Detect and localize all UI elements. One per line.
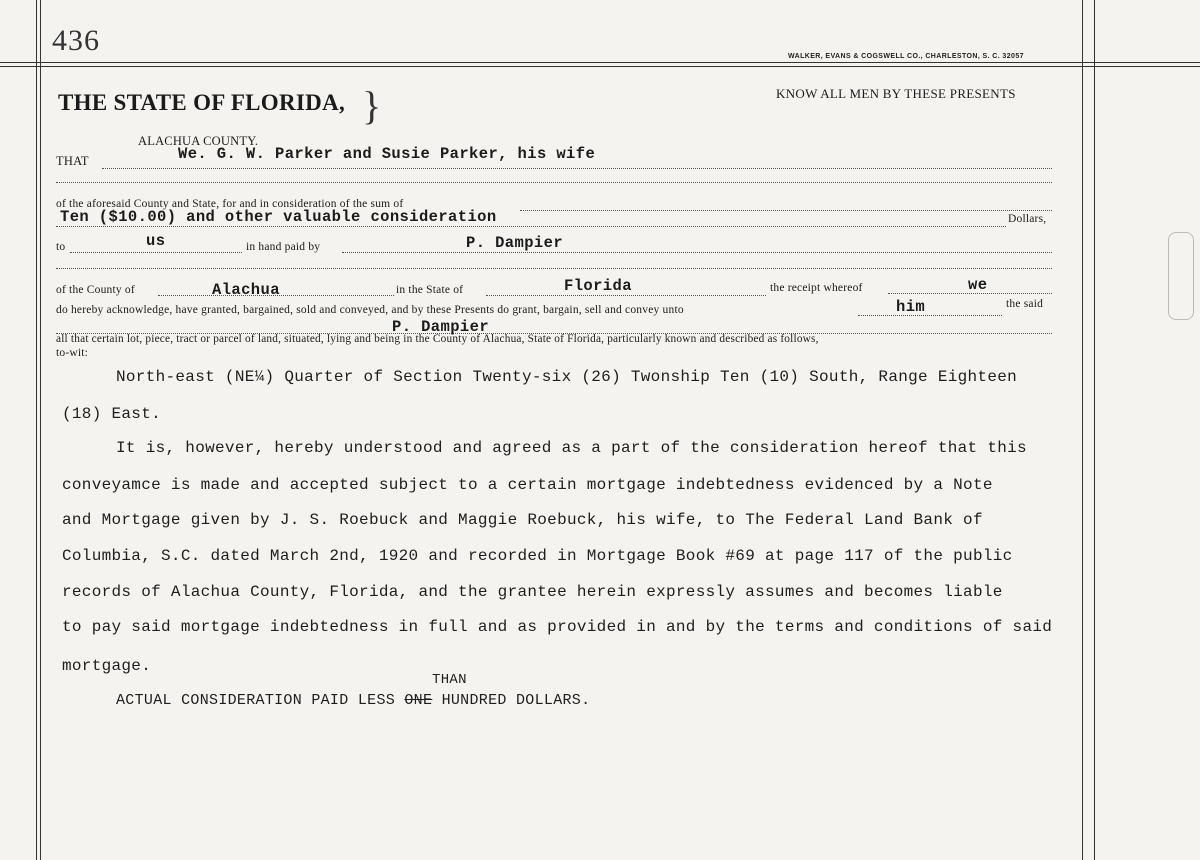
state-title: THE STATE OF FLORIDA, bbox=[58, 90, 346, 115]
description-line-5: and Mortgage given by J. S. Roebuck and Maggie Roebuck, his wife, to The Federal Land Bank of bbox=[62, 511, 983, 529]
consideration-insert: THAN bbox=[432, 672, 467, 688]
top-rule-2 bbox=[0, 66, 1200, 67]
to-value: us bbox=[146, 232, 166, 250]
description-line-6: Columbia, S.C. dated March 2nd, 1920 and recorded in Mortgage Book #69 at page 117 of the public bbox=[62, 547, 1013, 565]
to-line bbox=[70, 252, 242, 253]
description-line-2: (18) East. bbox=[62, 405, 162, 423]
description-line-3: It is, however, hereby understood and agreed as a part of the consideration hereof that this bbox=[116, 439, 1027, 457]
receipt-label: the receipt whereof bbox=[770, 282, 863, 294]
to-label: to bbox=[56, 241, 66, 253]
page-number: 436 bbox=[52, 24, 100, 57]
paid-by-label: in hand paid by bbox=[246, 241, 321, 253]
consideration-line bbox=[520, 210, 1052, 211]
to-wit-label: to-wit: bbox=[56, 347, 89, 359]
description-line-8: to pay said mortgage indebtedness in full and as provided in and by the terms and conditions of said bbox=[62, 618, 1053, 636]
left-margin-line-2 bbox=[40, 0, 41, 860]
amount-line bbox=[56, 226, 1006, 227]
unto-line bbox=[858, 315, 1002, 316]
blank-line-1 bbox=[56, 182, 1052, 183]
blank-line-2 bbox=[56, 268, 1052, 269]
county-value: Alachua bbox=[212, 281, 280, 299]
binding-hole bbox=[1168, 232, 1194, 320]
right-margin-line bbox=[1082, 0, 1083, 860]
grantor-line bbox=[102, 168, 1052, 169]
right-margin-line-2 bbox=[1094, 0, 1095, 860]
the-said-label: the said bbox=[1006, 298, 1044, 310]
consideration-struck-word: ONE bbox=[404, 692, 433, 709]
paid-by-value: P. Dampier bbox=[466, 234, 564, 252]
consideration-amount: Ten ($10.00) and other valuable consideration bbox=[60, 208, 497, 226]
unto-value: him bbox=[896, 298, 926, 316]
description-line-7: records of Alachua County, Florida, and the grantee herein expressly assumes and becomes liable bbox=[62, 583, 1003, 601]
state-value: Florida bbox=[564, 277, 632, 295]
paid-by-line bbox=[342, 252, 1052, 253]
description-line-1: North-east (NE¼) Quarter of Section Twenty-six (26) Twonship Ten (10) South, Range Eighteen bbox=[116, 368, 1018, 386]
county-of-label: of the County of bbox=[56, 284, 135, 296]
printer-imprint: WALKER, EVANS & COGSWELL CO., CHARLESTON, S. C. 32057 bbox=[788, 53, 1024, 60]
consideration-prefix: ACTUAL CONSIDERATION PAID LESS bbox=[116, 692, 396, 709]
consideration-label: of the aforesaid County and State, for and in consideration of the sum of bbox=[56, 198, 404, 210]
consideration-suffix: HUNDRED DOLLARS. bbox=[441, 692, 591, 709]
top-rule bbox=[0, 62, 1200, 63]
title-brace: } bbox=[362, 83, 382, 128]
dollars-label: Dollars, bbox=[1008, 213, 1047, 225]
know-all-men-heading: KNOW ALL MEN BY THESE PRESENTS bbox=[776, 86, 1016, 101]
description-line-4: conveyamce is made and accepted subject to a certain mortgage indebtedness evidenced by a Note bbox=[62, 476, 993, 494]
state-of-line bbox=[486, 295, 766, 296]
left-margin-line bbox=[36, 0, 37, 860]
acknowledge-text: do hereby acknowledge, have granted, bargained, sold and conveyed, and by these Presents do grant, bargain, sell and convey unto bbox=[56, 304, 684, 316]
grantee-name: P. Dampier bbox=[392, 318, 490, 336]
grantor-names: We. G. W. Parker and Susie Parker, his wife bbox=[178, 145, 596, 163]
state-of-label: in the State of bbox=[396, 284, 464, 296]
county-label: ALACHUA COUNTY. bbox=[138, 134, 259, 148]
description-line-9: mortgage. bbox=[62, 657, 152, 675]
receipt-value: we bbox=[968, 276, 988, 294]
that-label: THAT bbox=[56, 154, 89, 168]
actual-consideration-line bbox=[116, 692, 590, 709]
land-description-text: all that certain lot, piece, tract or parcel of land, situated, lying and being in the County of Alachua, State of Florida, particularly known and described as follows, bbox=[56, 333, 819, 345]
